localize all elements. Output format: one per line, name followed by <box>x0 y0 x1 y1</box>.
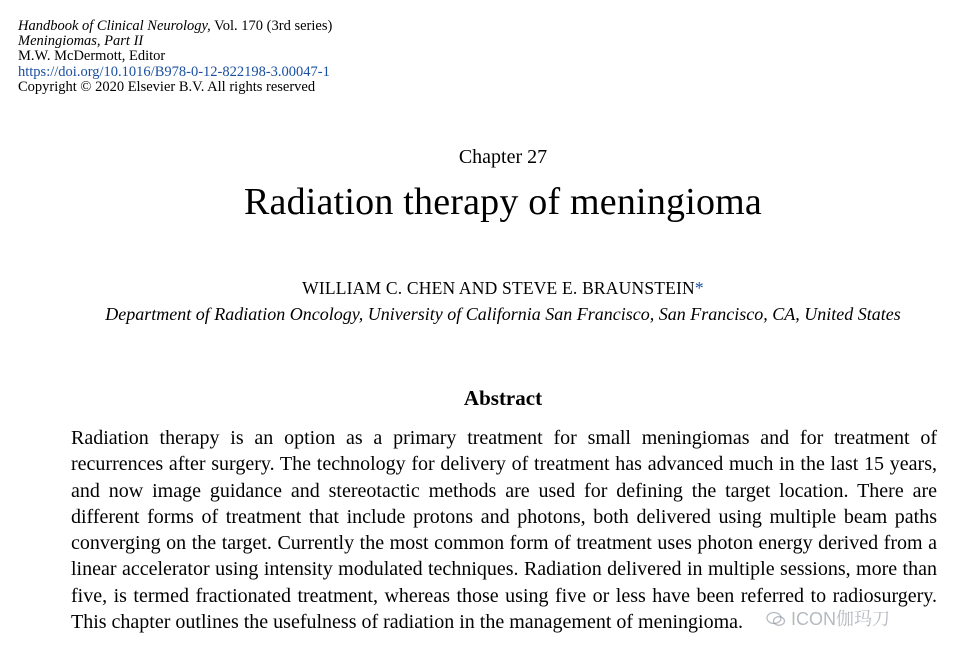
book-title: Meningiomas, Part II <box>18 33 144 50</box>
watermark <box>766 605 890 631</box>
author-names: WILLIAM C. CHEN AND STEVE E. BRAUNSTEIN <box>302 278 695 298</box>
wechat-icon <box>766 611 786 627</box>
author-line <box>0 278 959 299</box>
editor-line: M.W. McDermott, Editor <box>18 48 166 65</box>
chapter-title: Radiation therapy of meningioma <box>243 181 762 223</box>
watermark-text: ICON伽玛刀 <box>791 609 891 629</box>
series-volume: Vol. 170 (3rd series) <box>210 18 333 34</box>
series-title: Handbook of Clinical Neurology, <box>18 18 211 34</box>
chapter-label: Chapter 27 <box>458 146 548 168</box>
abstract-heading: Abstract <box>463 386 543 410</box>
affiliation: Department of Radiation Oncology, University of California San Francisco, San Francisco, CA, United States <box>105 304 901 324</box>
abstract-text: Radiation therapy is an option as a primary treatment for small meningiomas and for treatment of recurrences after surgery. The technology for delivery of treatment has advanced much in the last 15 years, and now image guidance and stereotactic methods are used for defining the target location. There are different forms of treatment that include protons and photons, both delivered using multiple beam paths converging on the target. Currently the most common form of treatment uses photon energy derived from a linear accelerator using intensity modulated techniques. Radiation delivered in multiple sessions, more than five, is termed fractionated treatment, whereas those using five or less have been referred to radiosurgery. This chapter outlines the usefulness of radiation in the management of meningioma. <box>71 427 937 634</box>
series-line <box>18 19 332 34</box>
corresponding-author-marker[interactable]: * <box>694 278 704 298</box>
doi-link[interactable]: https://doi.org/10.1016/B978-0-12-822198-3.00047-1 <box>18 63 330 80</box>
publication-metadata <box>18 19 332 95</box>
copyright-line: Copyright © 2020 Elsevier B.V. All rights reserved <box>18 78 316 95</box>
